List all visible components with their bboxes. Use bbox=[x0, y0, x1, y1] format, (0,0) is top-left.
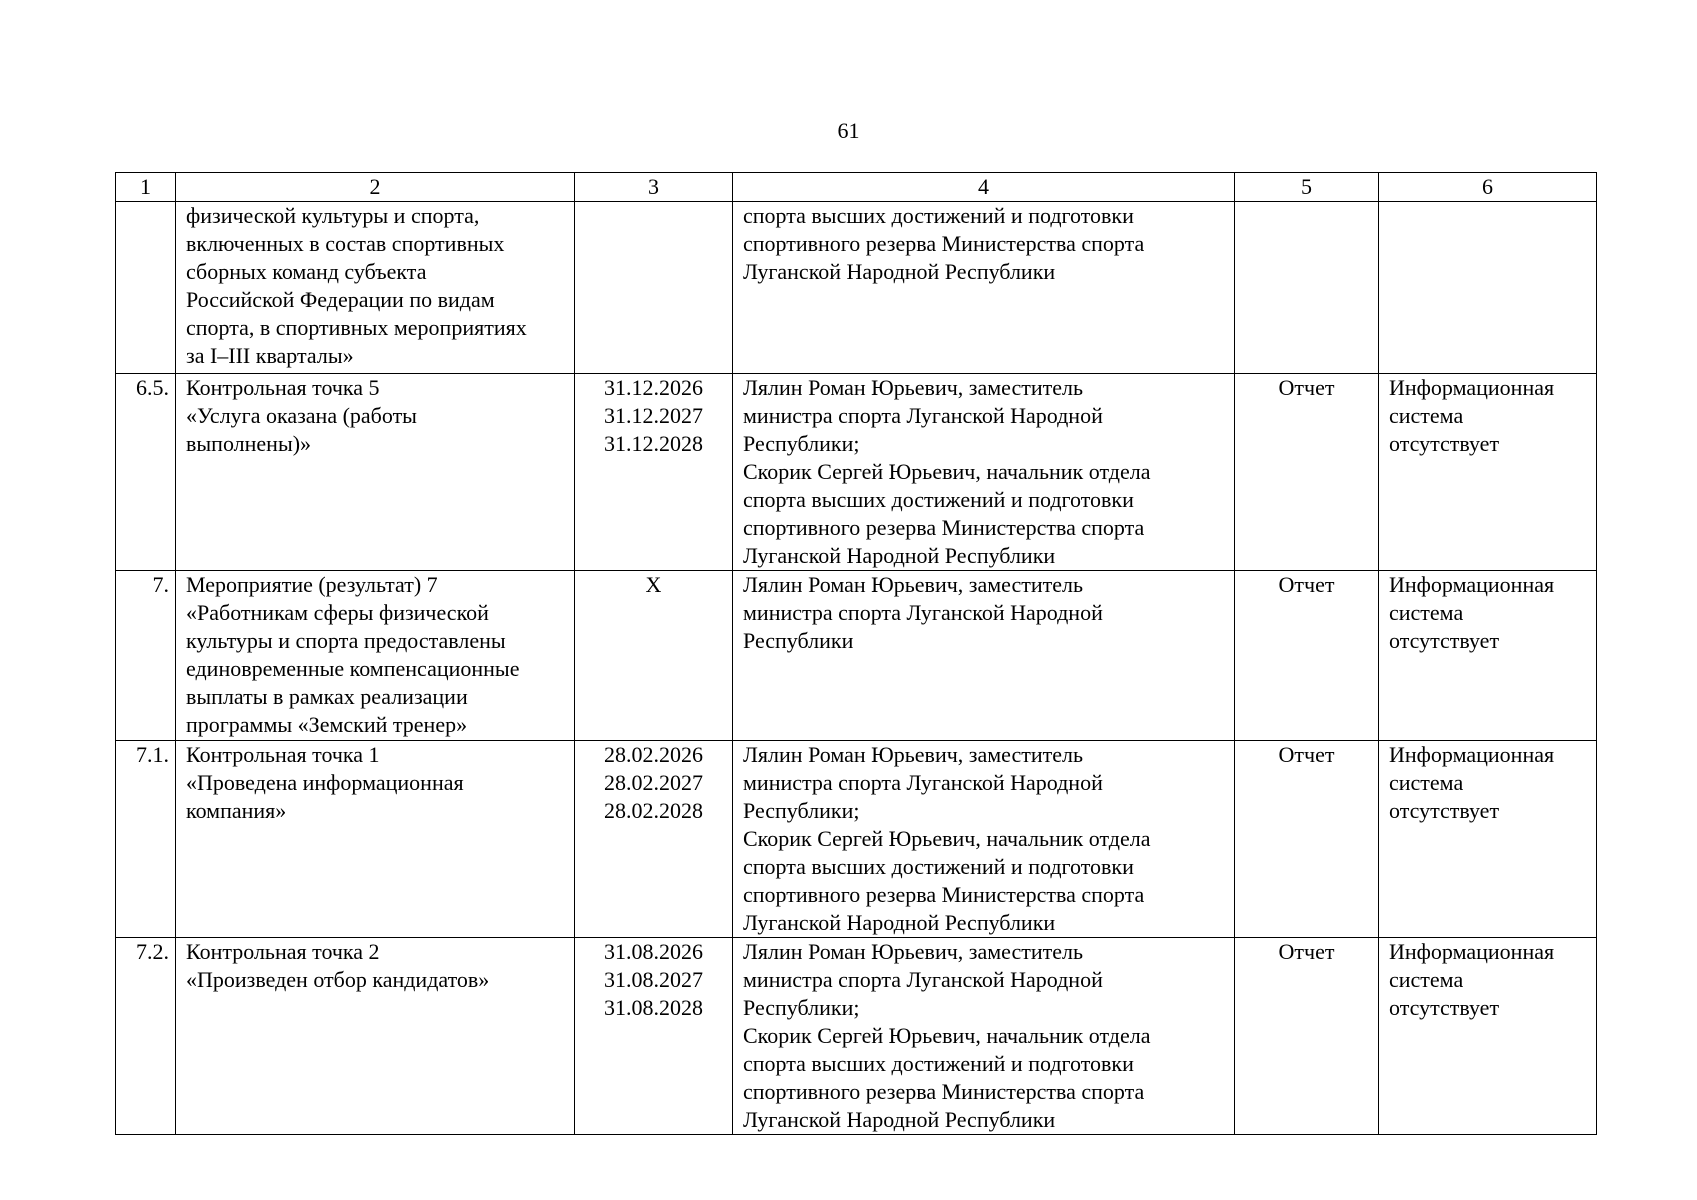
system-line: отсутствует bbox=[1389, 628, 1500, 653]
responsible-line: Луганской Народной Республики bbox=[743, 259, 1056, 284]
date-line: 31.08.2028 bbox=[604, 995, 703, 1020]
name-line: Контрольная точка 2 bbox=[186, 939, 380, 964]
name-line: компания» bbox=[186, 798, 287, 823]
name-line: физической культуры и спорта, bbox=[186, 203, 480, 228]
name-line: программы «Земский тренер» bbox=[186, 712, 468, 737]
name-line: культуры и спорта предоставлены bbox=[186, 628, 506, 653]
row-responsible bbox=[733, 374, 1235, 571]
page-number: 61 bbox=[837, 118, 860, 143]
name-line: Российской Федерации по видам bbox=[186, 287, 495, 312]
row-form: Отчет bbox=[1235, 571, 1379, 741]
system-line: отсутствует bbox=[1389, 798, 1500, 823]
header-col-3: 3 bbox=[575, 173, 733, 202]
date-line: 31.12.2028 bbox=[604, 431, 703, 456]
table-row bbox=[116, 374, 1597, 571]
name-line: включенных в состав спортивных bbox=[186, 231, 505, 256]
row-number: 6.5. bbox=[116, 374, 176, 571]
row-dates bbox=[575, 202, 733, 374]
name-line: «Услуга оказана (работы bbox=[186, 403, 417, 428]
table-row bbox=[116, 571, 1597, 741]
name-line: единовременные компенсационные bbox=[186, 656, 520, 681]
row-name bbox=[176, 202, 575, 374]
responsible-line: Республики; bbox=[743, 798, 860, 823]
responsible-line: спорта высших достижений и подготовки bbox=[743, 1051, 1134, 1076]
table-row bbox=[116, 741, 1597, 938]
responsible-line: Луганской Народной Республики bbox=[743, 1107, 1056, 1132]
responsible-line: Республики; bbox=[743, 995, 860, 1020]
name-line: «Проведена информационная bbox=[186, 770, 464, 795]
row-number: 7. bbox=[116, 571, 176, 741]
row-system bbox=[1379, 202, 1597, 374]
responsible-line: спорта высших достижений и подготовки bbox=[743, 203, 1134, 228]
system-line: система bbox=[1389, 600, 1464, 625]
name-line: «Работникам сферы физической bbox=[186, 600, 489, 625]
responsible-line: спортивного резерва Министерства спорта bbox=[743, 1079, 1145, 1104]
row-name bbox=[176, 374, 575, 571]
system-line: отсутствует bbox=[1389, 995, 1500, 1020]
row-number: 7.1. bbox=[116, 741, 176, 938]
header-col-4: 4 bbox=[733, 173, 1235, 202]
date-line: 28.02.2026 bbox=[604, 742, 703, 767]
date-line: 31.08.2027 bbox=[604, 967, 703, 992]
name-line: выполнены)» bbox=[186, 431, 312, 456]
name-line: за I–III кварталы» bbox=[186, 343, 354, 368]
system-line: система bbox=[1389, 403, 1464, 428]
row-system bbox=[1379, 571, 1597, 741]
date-line: 31.12.2027 bbox=[604, 403, 703, 428]
system-line: Информационная bbox=[1389, 742, 1555, 767]
row-number: 7.2. bbox=[116, 938, 176, 1135]
row-responsible bbox=[733, 938, 1235, 1135]
responsible-line: Лялин Роман Юрьевич, заместитель bbox=[743, 742, 1084, 767]
responsible-line: спорта высших достижений и подготовки bbox=[743, 487, 1134, 512]
name-line: «Произведен отбор кандидатов» bbox=[186, 967, 490, 992]
system-line: система bbox=[1389, 967, 1464, 992]
header-col-5: 5 bbox=[1235, 173, 1379, 202]
row-form: Отчет bbox=[1235, 741, 1379, 938]
name-line: выплаты в рамках реализации bbox=[186, 684, 468, 709]
row-dates bbox=[575, 374, 733, 571]
system-line: Информационная bbox=[1389, 572, 1555, 597]
responsible-line: Скорик Сергей Юрьевич, начальник отдела bbox=[743, 1023, 1151, 1048]
row-system bbox=[1379, 741, 1597, 938]
responsible-line: министра спорта Луганской Народной bbox=[743, 770, 1103, 795]
row-form: Отчет bbox=[1235, 374, 1379, 571]
responsible-line: Республики bbox=[743, 628, 854, 653]
responsible-line: Скорик Сергей Юрьевич, начальник отдела bbox=[743, 826, 1151, 851]
row-number bbox=[116, 202, 176, 374]
responsible-line: Лялин Роман Юрьевич, заместитель bbox=[743, 572, 1084, 597]
responsible-line: спортивного резерва Министерства спорта bbox=[743, 515, 1145, 540]
responsible-line: министра спорта Луганской Народной bbox=[743, 967, 1103, 992]
date-line: 31.08.2026 bbox=[604, 939, 703, 964]
row-responsible bbox=[733, 571, 1235, 741]
responsible-line: спортивного резерва Министерства спорта bbox=[743, 231, 1145, 256]
row-dates bbox=[575, 938, 733, 1135]
row-name bbox=[176, 938, 575, 1135]
system-line: система bbox=[1389, 770, 1464, 795]
responsible-line: министра спорта Луганской Народной bbox=[743, 403, 1103, 428]
table-header-row bbox=[116, 173, 1597, 202]
header-col-6: 6 bbox=[1379, 173, 1597, 202]
name-line: сборных команд субъекта bbox=[186, 259, 427, 284]
system-line: Информационная bbox=[1389, 939, 1555, 964]
responsible-line: спорта высших достижений и подготовки bbox=[743, 854, 1134, 879]
name-line: Контрольная точка 1 bbox=[186, 742, 380, 767]
date-line: 31.12.2026 bbox=[604, 375, 703, 400]
responsible-line: Луганской Народной Республики bbox=[743, 910, 1056, 935]
date-line: 28.02.2027 bbox=[604, 770, 703, 795]
responsible-line: Республики; bbox=[743, 431, 860, 456]
row-form bbox=[1235, 202, 1379, 374]
table-row bbox=[116, 938, 1597, 1135]
responsible-line: спортивного резерва Министерства спорта bbox=[743, 882, 1145, 907]
row-form: Отчет bbox=[1235, 938, 1379, 1135]
name-line: Мероприятие (результат) 7 bbox=[186, 572, 438, 597]
name-line: Контрольная точка 5 bbox=[186, 375, 380, 400]
responsible-line: министра спорта Луганской Народной bbox=[743, 600, 1103, 625]
row-name bbox=[176, 571, 575, 741]
row-responsible bbox=[733, 202, 1235, 374]
table-row bbox=[116, 202, 1597, 374]
responsible-line: Лялин Роман Юрьевич, заместитель bbox=[743, 939, 1084, 964]
row-dates bbox=[575, 571, 733, 741]
row-responsible bbox=[733, 741, 1235, 938]
system-line: отсутствует bbox=[1389, 431, 1500, 456]
row-system bbox=[1379, 938, 1597, 1135]
row-dates bbox=[575, 741, 733, 938]
responsible-line: Луганской Народной Республики bbox=[743, 543, 1056, 568]
date-line: 28.02.2028 bbox=[604, 798, 703, 823]
name-line: спорта, в спортивных мероприятиях bbox=[186, 315, 527, 340]
date-line: Х bbox=[645, 572, 662, 597]
responsible-line: Лялин Роман Юрьевич, заместитель bbox=[743, 375, 1084, 400]
responsible-line: Скорик Сергей Юрьевич, начальник отдела bbox=[743, 459, 1151, 484]
header-col-1: 1 bbox=[116, 173, 176, 202]
row-system bbox=[1379, 374, 1597, 571]
system-line: Информационная bbox=[1389, 375, 1555, 400]
plan-table bbox=[115, 172, 1597, 1135]
row-name bbox=[176, 741, 575, 938]
header-col-2: 2 bbox=[176, 173, 575, 202]
